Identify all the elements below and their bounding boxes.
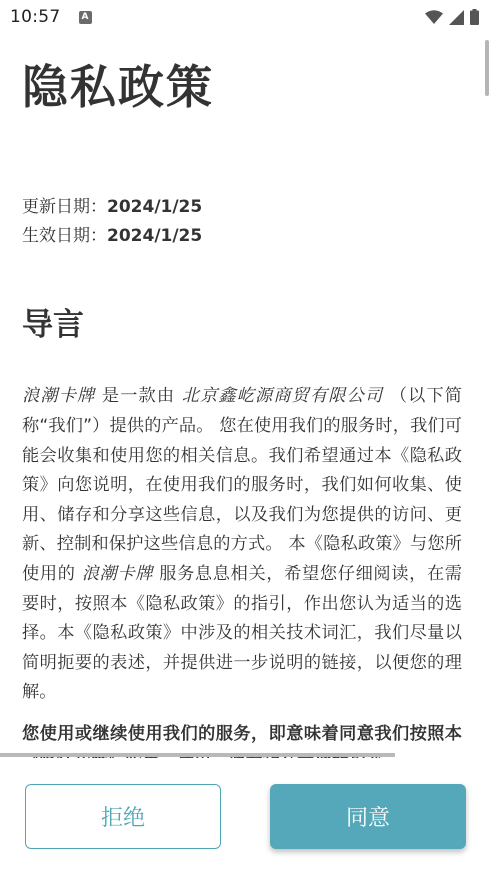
page-title: 隐私政策 bbox=[22, 60, 214, 114]
effective-date-value: 2024/1/25 bbox=[107, 226, 203, 247]
date-block bbox=[22, 193, 462, 251]
a-icon: A bbox=[79, 11, 92, 24]
horizontal-scrollbar[interactable] bbox=[0, 753, 395, 757]
app-name: 浪潮卡牌 bbox=[22, 386, 96, 407]
intro-text-2: （以下简称“我们”）提供的产品。 您在使用我们的服务时，我们可能会收集和使用您的相关信息。我们希望通过本《隐私政策》向您说明，在使用我们的服务时，我们如何收集、使用、储存和分享这些信息，以及我们为您提供的访问、更新、控制和保护这些信息的方式。 本《隐私政策》与您所使用的 bbox=[22, 386, 462, 584]
battery-icon bbox=[470, 9, 479, 25]
status-icons bbox=[425, 9, 479, 25]
company-name: 北京鑫屹源商贸有限公司 bbox=[181, 386, 384, 407]
wifi-icon bbox=[425, 10, 443, 25]
updated-date-label: 更新日期： bbox=[22, 197, 107, 218]
policy-content[interactable] bbox=[22, 34, 462, 752]
intro-text-1: 是一款由 bbox=[95, 386, 182, 407]
reject-button[interactable]: 拒绝 bbox=[25, 784, 221, 849]
intro-paragraph bbox=[22, 382, 462, 708]
vertical-scrollbar[interactable] bbox=[485, 40, 489, 96]
status-time: 10:57 bbox=[10, 7, 61, 27]
effective-date-label: 生效日期： bbox=[22, 226, 107, 247]
intro-text-3: 服务息息相关，希望您仔细阅读，在需要时，按照本《隐私政策》的指引，作出您认为适当的选择。本《隐私政策》中涉及的相关技术词汇，我们尽量以简明扼要的表述，并提供进一步说明的链接，以便您的理解。 bbox=[22, 563, 462, 703]
action-bar bbox=[0, 758, 491, 874]
effective-date bbox=[22, 222, 462, 251]
section-title: 导言 bbox=[22, 307, 84, 344]
updated-date bbox=[22, 193, 462, 222]
agree-button[interactable]: 同意 bbox=[270, 784, 466, 849]
status-bar bbox=[0, 0, 491, 34]
signal-icon bbox=[449, 10, 464, 25]
app-name-2: 浪潮卡牌 bbox=[81, 563, 154, 584]
consent-paragraph: 您使用或继续使用我们的服务，即意味着同意我们按照本 bbox=[22, 723, 462, 744]
updated-date-value: 2024/1/25 bbox=[107, 197, 203, 218]
